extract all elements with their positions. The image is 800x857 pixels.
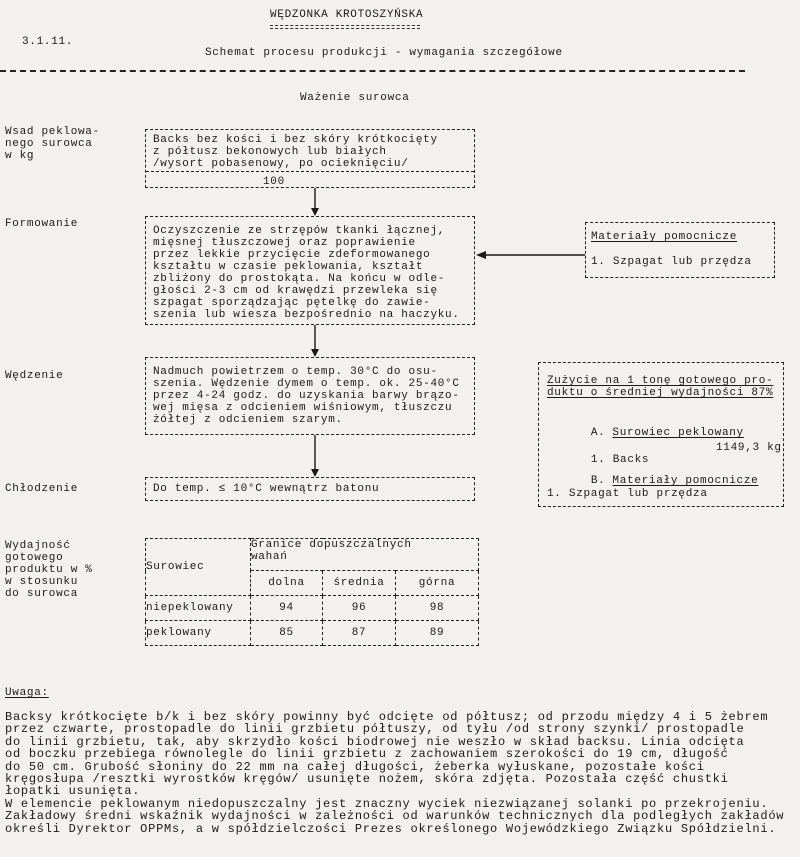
cell-upper: 98: [396, 596, 479, 621]
group-b-prefix: B.: [590, 475, 606, 487]
step-label-smoking: [5, 370, 63, 382]
text-line: Chłodzenie: [5, 483, 79, 495]
text-line: przez czwarte, prostopadle do linii grzbietu półtuszy, od tyłu /od strony szynki/ prostopadle: [5, 722, 745, 737]
yield-table: [145, 538, 479, 646]
text-line: kształtu w czasie peklowania, kształt: [153, 261, 424, 273]
text-line: Backs bez kości i bez skóry krótkocięty: [153, 134, 438, 146]
text-line: określi Dyrektor OPPMs, a w spółdzielczości Prezes określonego Wojewódzkiego Związku Spółdzielni.: [5, 821, 777, 836]
text-line: szpagat sporządzając pętelkę do zawie-: [153, 297, 431, 309]
text-line: przez 4-24 godz. do uzyskania barwy brązo-: [153, 390, 460, 402]
box-divider: [146, 171, 474, 172]
text-line: nego surowca: [5, 138, 93, 150]
header-mid: średnia: [323, 571, 396, 596]
cell-lower: 94: [251, 596, 323, 621]
step-text-cooling: [153, 483, 379, 495]
text-line: szenia. Wędzenie dymem o temp. ok. 25-40°C: [153, 378, 460, 390]
item-name: 1. Backs: [590, 454, 650, 466]
table-row: [146, 621, 479, 646]
text-line: /wysort pobasenowy, po ocieknięciu/: [153, 158, 409, 170]
text-line: przez lekkie przycięcie zdeformowanego: [153, 249, 431, 261]
auxiliary-materials-heading: Materiały pomocnicze: [591, 231, 738, 243]
row-name: peklowany: [146, 621, 251, 646]
text-line: duktu o średniej wydajności 87%: [547, 387, 774, 399]
notes-heading: Uwaga:: [5, 687, 49, 699]
title-double-underline: [270, 25, 420, 29]
text-line: Zakładowy średni wskaźnik wydajności w zależności od warunków technicznych dla podległych zakładów: [5, 809, 785, 824]
step-box-smoking: [145, 357, 475, 435]
yield-label: [5, 540, 93, 600]
text-line: w kg: [5, 150, 35, 162]
cell-lower: 85: [251, 621, 323, 646]
cell-upper: 89: [396, 621, 479, 646]
text-line: wahań: [251, 551, 288, 563]
text-line: Zużycie na 1 tonę gotowego pro-: [547, 375, 774, 387]
text-line: W elemencie peklowanym niedopuszczalny jest znaczny wyciek niezwiązanej solanki po przekrojeniu.: [5, 796, 769, 811]
document-subtitle: Schemat procesu produkcji - wymagania szczegółowe: [205, 47, 563, 59]
text-line: produktu w %: [5, 564, 93, 576]
step-text-smoking: [153, 366, 460, 426]
document-title: WĘDZONKA KROTOSZYŃSKA: [270, 9, 424, 21]
text-line: głości 2-3 cm od krawędzi przewleka się: [153, 285, 438, 297]
text-line: z półtusz bekonowych lub białych: [153, 146, 387, 158]
consumption-item-twine: 1. Szpagat lub przędza: [547, 488, 708, 500]
auxiliary-materials-box: [585, 222, 775, 278]
text-line: Backsy krótkocięte b/k i bez skóry powinny być odcięte od półtusz; od przodu między 4 i 5 żebrem: [5, 710, 769, 724]
step-label-loading: [5, 126, 100, 162]
text-line: Wsad peklowa-: [5, 126, 100, 138]
text-line: w stosunku: [5, 576, 79, 588]
header-upper: górna: [396, 571, 479, 596]
text-line: do linii grzbietu, tak, aby skrzydło kości biodrowej nie weszło w skład backsu. Linia odcięta: [5, 734, 745, 749]
text-line: gotowego: [5, 552, 64, 564]
document-code: 3.1.11.: [22, 36, 74, 48]
text-line: Granice dopuszczalnych: [251, 539, 412, 551]
step-text-forming: [153, 225, 460, 321]
section-heading: Ważenie surowca: [300, 92, 410, 104]
group-a-prefix: A.: [590, 427, 606, 439]
item-amount: 1149,3 kg: [716, 442, 782, 454]
text-line: Formowanie: [5, 218, 79, 230]
text-line: Wędzenie: [5, 370, 64, 382]
consumption-box: [538, 362, 784, 507]
row-name: niepeklowany: [146, 596, 251, 621]
text-line: Nadmuch powietrzem o temp. 30°C do osu-: [153, 366, 438, 378]
text-line: Wydajność: [5, 540, 71, 552]
arrow-left-icon: [476, 251, 585, 259]
step-box-cooling: [145, 477, 475, 501]
auxiliary-materials-item: 1. Szpagat lub przędza: [591, 256, 752, 268]
group-a-label: Surowiec peklowany: [612, 427, 744, 439]
text-line: zbliżony do prostokąta. Na końcu w odle-: [153, 273, 446, 285]
text-line: Oczyszczenie ze strzępów tkanki łącznej,: [153, 225, 446, 237]
consumption-heading: [547, 375, 773, 399]
step-label-cooling: [5, 483, 78, 495]
arrow-down-icon: [311, 325, 319, 357]
arrow-down-icon: [311, 188, 319, 216]
text-line: od boczku przebiega równolegle do linii grzbietu z zachowaniem szerokości do 19 cm, długość: [5, 747, 729, 762]
text-line: szenia lub wiesza bezpośrednio na haczyku.: [153, 309, 460, 321]
notes-paragraph: [5, 711, 784, 835]
arrow-down-icon: [311, 435, 319, 477]
text-line: wej mięsa z odcieniem wiśniowym, tłuszczu: [153, 402, 453, 414]
step-text-loading: [153, 134, 438, 170]
loading-quantity: 100: [263, 176, 285, 188]
group-b-label: Materiały pomocnicze: [612, 475, 759, 487]
step-label-forming: [5, 218, 78, 230]
text-line: żółtej z odcieniem szarym.: [153, 414, 343, 426]
cell-mid: 87: [323, 621, 396, 646]
table-row: [146, 596, 479, 621]
header-raw-material: Surowiec: [146, 539, 251, 596]
text-line: do 50 cm. Grubość słoniny do 22 mm na całej długości, żeberka wyłuskane, pozostałe kości: [5, 759, 705, 774]
text-line: Do temp. ≤ 10°C wewnątrz batonu: [153, 483, 380, 495]
step-box-loading: [145, 129, 475, 188]
header-lower: dolna: [251, 571, 323, 596]
text-line: kręgosłupa /resztki wyrostków kręgów/ usunięte nożem, skóra zdjęta. Pozostała część chustki: [5, 772, 729, 787]
text-line: łopatki usunięta.: [5, 784, 141, 799]
text-line: do surowca: [5, 588, 79, 600]
step-box-forming: [145, 216, 475, 325]
header-divider: [0, 70, 745, 72]
cell-mid: 96: [323, 596, 396, 621]
text-line: mięsnej tłuszczowej oraz poprawienie: [153, 237, 416, 249]
header-range: [251, 539, 479, 571]
